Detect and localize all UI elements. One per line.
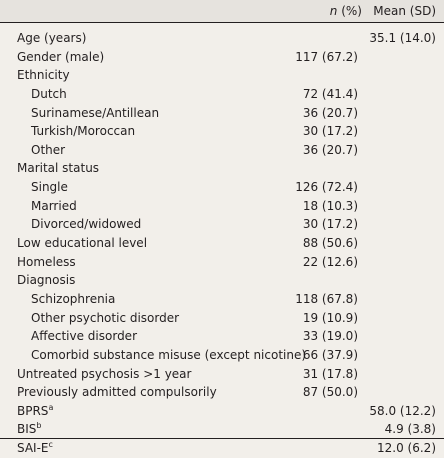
table-row [0,234,444,253]
table-row [0,327,444,346]
cell-n-percent: 18 (10.3) [302,198,358,213]
table-row [0,420,444,439]
row-label [17,234,147,253]
row-label [31,85,67,104]
row-label-text: BPRS [17,403,49,418]
row-label [17,29,86,48]
row-label [17,383,217,402]
row-label [31,290,115,309]
cell-n-percent: 36 (20.7) [302,142,358,157]
cell-n-percent: 72 (41.4) [302,86,358,101]
row-label [31,178,68,197]
table-row [0,253,444,272]
cell-n-percent: 33 (19.0) [302,329,358,344]
row-label-text: Homeless [17,254,76,269]
table-row [0,29,444,48]
table-row [0,290,444,309]
footnote-marker: c [48,440,53,450]
table-row [0,402,444,421]
row-label [31,104,159,123]
row-label-text: Single [31,180,68,195]
row-label-text: Age (years) [17,31,87,45]
row-label-text: Other [31,142,66,157]
cell-n-percent: 117 (67.2) [295,49,358,64]
row-label [31,309,179,328]
row-label [17,271,75,290]
table-header [0,0,444,23]
row-label [17,402,53,421]
cell-n-percent: 88 (50.6) [302,236,358,251]
cell-n-percent: 22 (12.6) [302,254,358,269]
column-header-n [330,4,362,18]
row-label-text: SAI-E [17,441,49,456]
row-label [17,159,99,178]
cell-n-percent: 30 (17.2) [302,217,358,232]
row-label [31,141,65,160]
table-row [0,66,444,85]
footnote-marker: b [36,421,42,431]
row-label-text: Divorced/widowed [31,217,142,232]
cell-n-percent: 118 (67.8) [295,291,358,306]
row-label-text: BIS [17,422,37,437]
row-label [17,66,70,85]
row-label-text: Affective disorder [31,329,137,344]
table-row [0,141,444,160]
row-label-text: Ethnicity [17,68,70,83]
column-header-n-italic: n [329,4,338,18]
cell-n-percent: 30 (17.2) [302,124,358,139]
table-row [0,85,444,104]
row-label-text: Diagnosis [17,273,76,288]
table-row [0,271,444,290]
cell-n-percent: 66 (37.9) [302,347,358,362]
row-label-text: Other psychotic disorder [31,310,180,325]
footnote-marker: a [48,402,54,412]
row-label-text: Comorbid substance misuse (except nicotine) [31,347,307,362]
row-label-text: Schizophrenia [31,291,116,306]
row-label [31,346,306,365]
row-label [17,253,76,272]
row-label [31,215,141,234]
row-label-text: Previously admitted compulsorily [17,385,217,400]
row-label [17,420,41,439]
cell-mean-sd: 4.9 (3.8) [384,422,436,437]
table-body [0,23,444,458]
cell-n-percent: 31 (17.8) [302,366,358,381]
row-label [31,327,137,346]
cell-n-percent: 126 (72.4) [295,180,358,195]
row-label [17,48,104,67]
table-row [0,178,444,197]
table-row [0,309,444,328]
table-row [0,122,444,141]
cell-mean-sd: 58.0 (12.2) [369,403,436,418]
cell-n-percent: 87 (50.0) [302,385,358,400]
row-label-text: Surinamese/Antillean [31,105,160,120]
row-label-text: Dutch [31,86,67,101]
row-label-text: Turkish/Moroccan [31,124,136,139]
table-row [0,365,444,384]
row-label-text: Married [31,198,77,213]
table-row [0,439,444,458]
cell-mean-sd: 12.0 (6.2) [377,441,436,456]
row-label-text: Marital status [17,161,100,176]
row-label [31,197,77,216]
row-label [31,122,135,141]
column-header-mean: Mean (SD) [373,4,436,18]
row-label [17,439,53,458]
table-row [0,159,444,178]
column-header-n-rest: (%) [337,4,362,18]
table-row [0,383,444,402]
cell-n-percent: 19 (10.9) [302,310,358,325]
row-label [17,365,191,384]
row-label-text: Low educational level [17,236,148,251]
table-row [0,215,444,234]
row-label-text: Untreated psychosis >1 year [17,366,192,381]
table-row [0,48,444,67]
cell-mean-sd: 35.1 (14.0) [369,31,436,45]
table-row [0,197,444,216]
table-row [0,104,444,123]
row-label-text: Gender (male) [17,49,105,64]
table-row [0,346,444,365]
cell-n-percent: 36 (20.7) [302,105,358,120]
